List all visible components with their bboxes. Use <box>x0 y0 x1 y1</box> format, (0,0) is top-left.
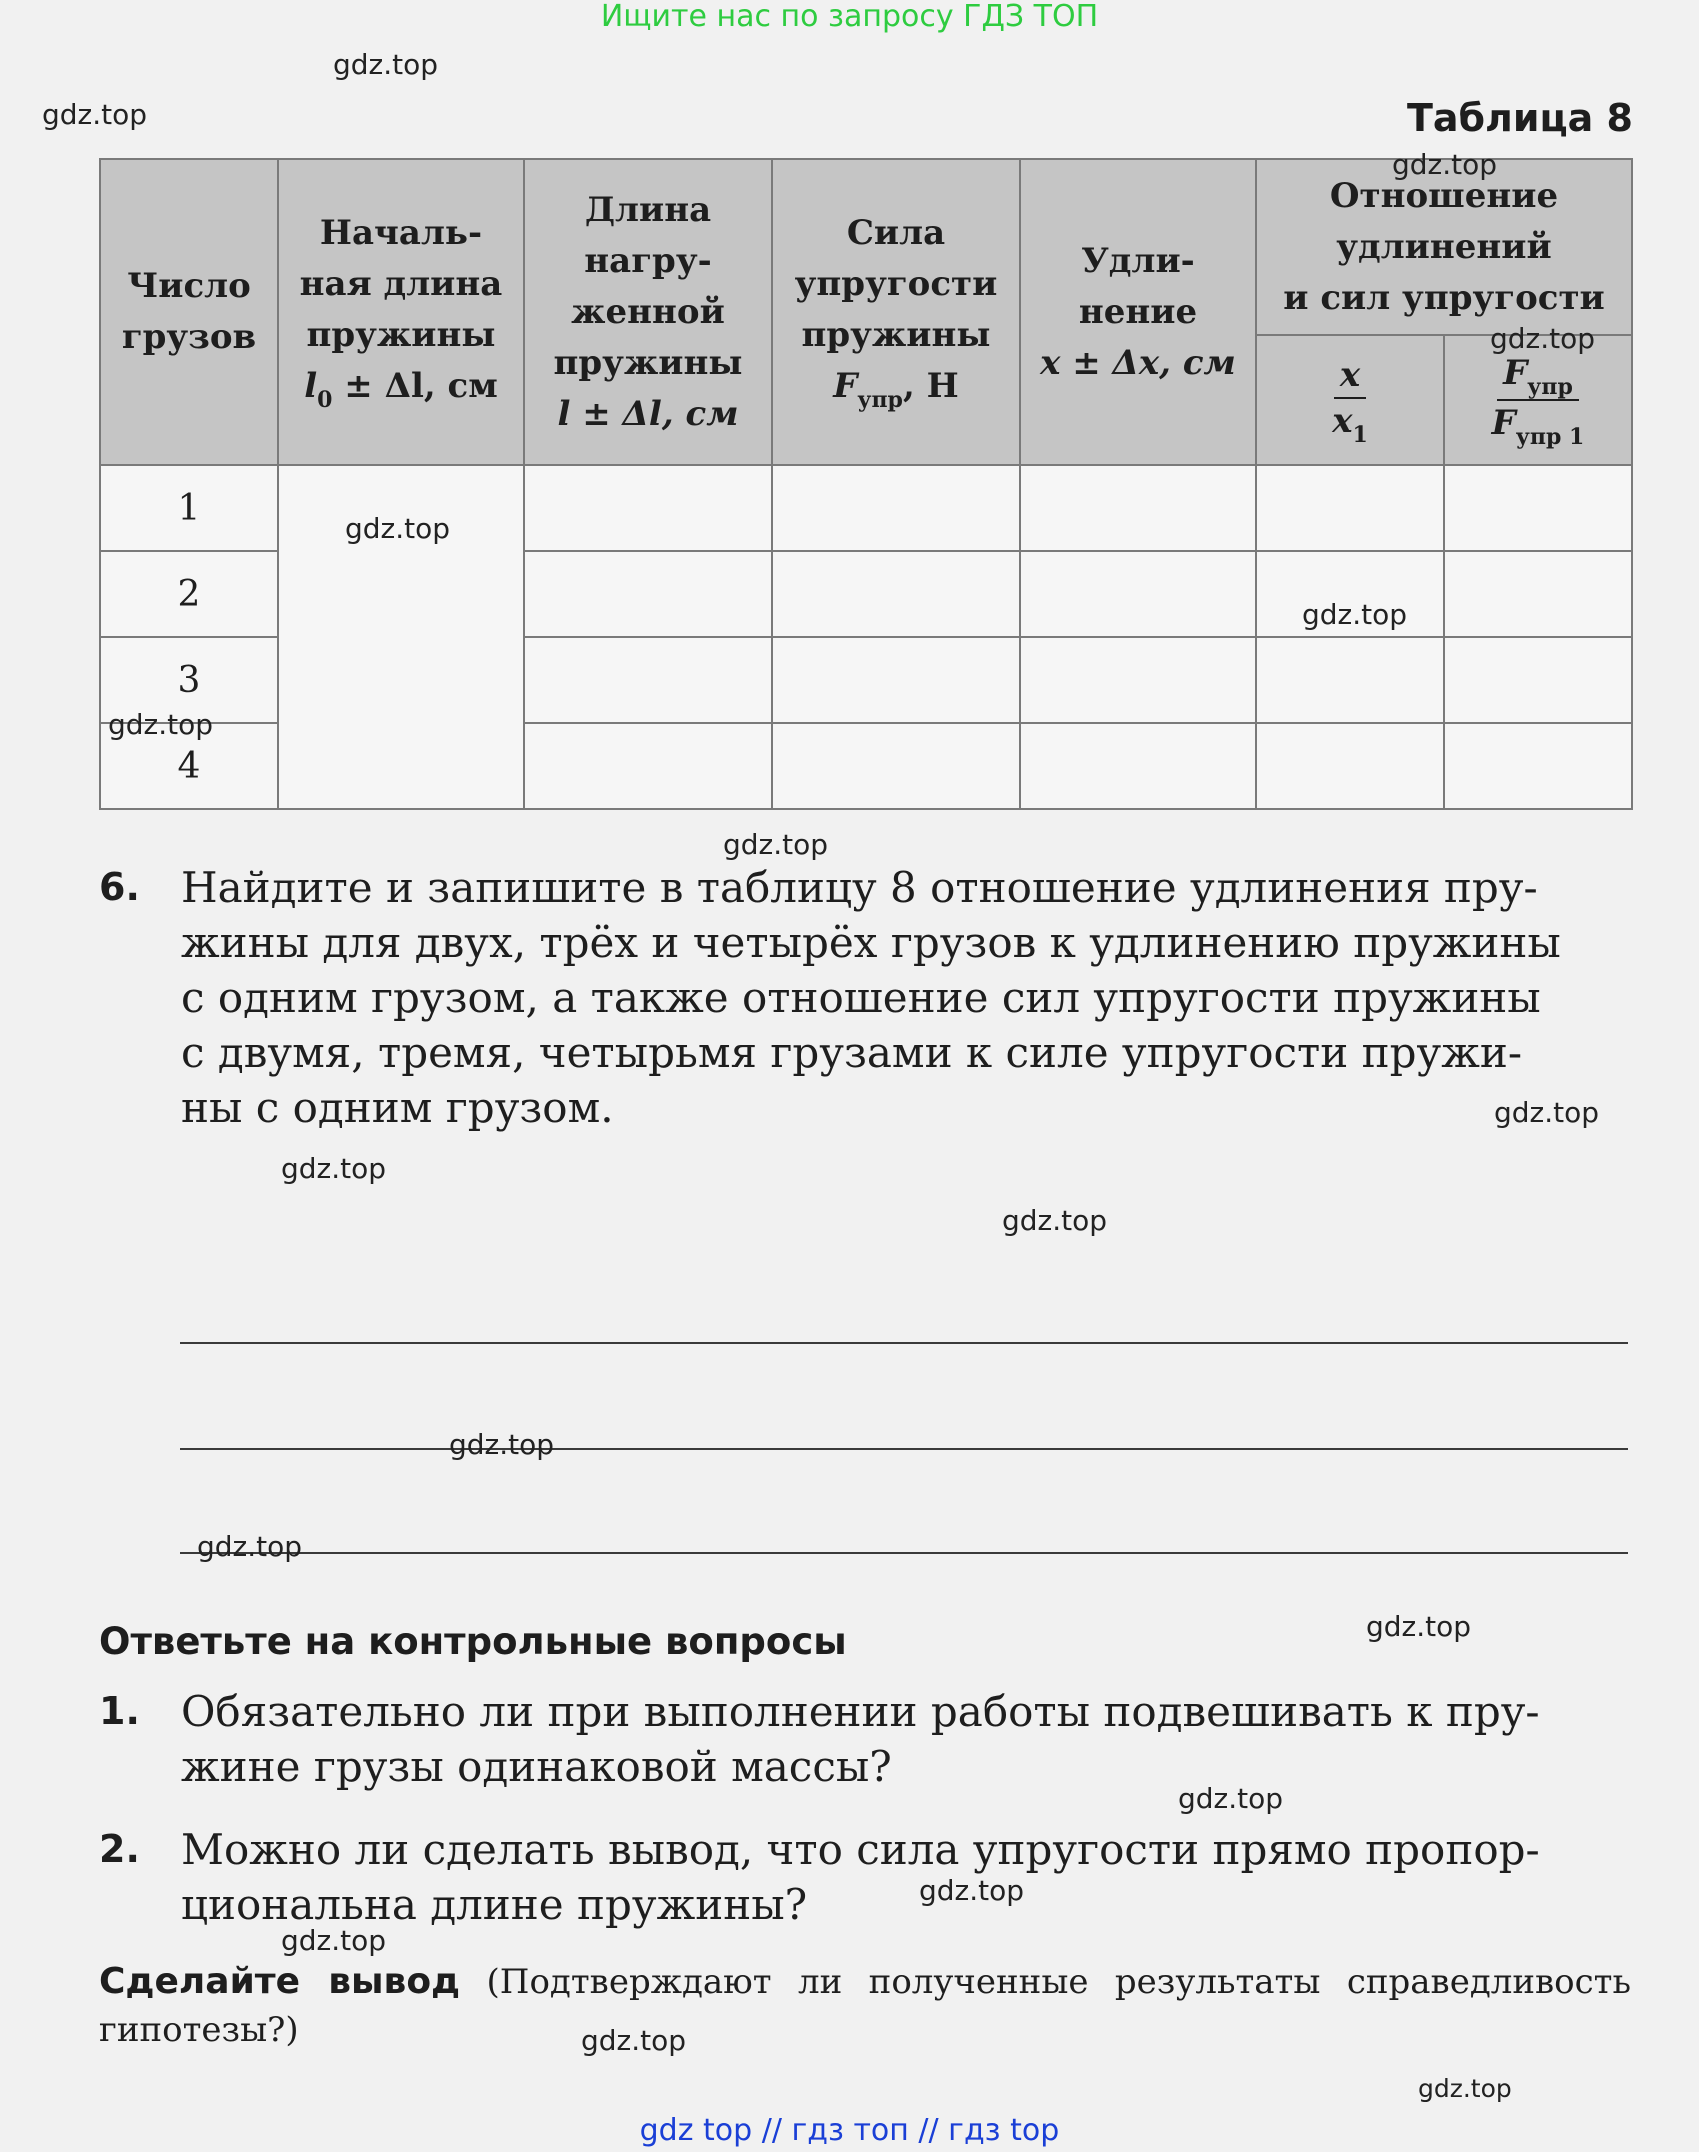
control-questions-heading: Ответьте на контрольные вопросы <box>99 1620 847 1663</box>
table-cell[interactable] <box>1444 637 1632 723</box>
conclusion-prompt: Сделайте вывод (Подтверждают ли полученные результаты справедливость гипотезы?) <box>99 1961 1631 2050</box>
watermark: gdz.top <box>723 828 829 861</box>
header-number-of-weights: Число грузов <box>100 159 278 465</box>
watermark: gdz.top <box>108 708 214 741</box>
task-number: 6. <box>99 865 140 909</box>
task-6: 6. Найдите и запишите в таблицу 8 отношение удлинения пру- жины для двух, трёх и четырёх грузов к удлинению пружины с одним грузом, а также отношение сил упругости пружины с двумя, тремя, четырьмя грузами к силе упругости пружи- ны с одним грузом. <box>99 860 1631 1135</box>
header-ratio: Отношение удлинений и сил упругости <box>1256 159 1632 335</box>
row-number: 3 <box>100 637 278 723</box>
answer-line[interactable] <box>180 1448 1628 1450</box>
header-loaded-length: Длина нагру- женной пружины l ± Δl, см <box>524 159 772 465</box>
answer-line[interactable] <box>180 1552 1628 1554</box>
table-cell[interactable] <box>1020 465 1256 551</box>
table-cell[interactable] <box>1256 637 1444 723</box>
table-cell[interactable] <box>1444 551 1632 637</box>
question-number: 1. <box>99 1689 140 1733</box>
table-cell[interactable] <box>772 637 1020 723</box>
watermark: gdz.top <box>281 1924 387 1957</box>
watermark: gdz.top <box>1302 598 1408 631</box>
table-cell[interactable] <box>772 465 1020 551</box>
watermark: gdz.top <box>197 1530 303 1563</box>
table-cell[interactable] <box>1256 723 1444 809</box>
answer-line[interactable] <box>180 1342 1628 1344</box>
table-cell[interactable] <box>524 465 772 551</box>
watermark: gdz.top <box>449 1428 555 1461</box>
table-cell[interactable] <box>524 551 772 637</box>
watermark: gdz.top <box>345 512 451 545</box>
question-1: 1. Обязательно ли при выполнении работы подвешивать к пру- жине грузы одинаковой массы? <box>99 1684 1631 1794</box>
table-cell[interactable] <box>1020 637 1256 723</box>
row-number: 1 <box>100 465 278 551</box>
watermark: gdz.top <box>1418 2074 1512 2103</box>
watermark: gdz.top <box>1366 1610 1472 1643</box>
table-caption: Таблица 8 <box>1406 96 1633 140</box>
table-cell[interactable] <box>1444 723 1632 809</box>
watermark: gdz.top <box>919 1874 1025 1907</box>
watermark: gdz.top <box>1490 322 1596 355</box>
bottom-banner[interactable]: gdz top // гдз топ // гдз top <box>639 2113 1060 2148</box>
watermark: gdz.top <box>281 1152 387 1185</box>
watermark: gdz.top <box>1494 1096 1600 1129</box>
question-2: 2. Можно ли сделать вывод, что сила упругости прямо пропор- циональна длине пружины? <box>99 1822 1631 1932</box>
header-elastic-force: Сила упругости пружины $F_{упр}$, Н <box>772 159 1020 465</box>
watermark: gdz.top <box>1002 1204 1108 1237</box>
watermark: gdz.top <box>1392 148 1498 181</box>
header-elongation: Удли- нение x ± Δx, см <box>1020 159 1256 465</box>
header-initial-length: Началь- ная длина пружины $l_0 \pm \Delta l$, см <box>278 159 524 465</box>
row-number: 2 <box>100 551 278 637</box>
row-number: 4 <box>100 723 278 809</box>
header-ratio-force: $\frac{F_{упр}}{F_{упр 1}}$ <box>1444 335 1632 465</box>
table-cell[interactable] <box>1020 551 1256 637</box>
table-cell[interactable] <box>772 551 1020 637</box>
table-cell[interactable] <box>524 637 772 723</box>
watermark: gdz.top <box>42 98 148 131</box>
question-number: 2. <box>99 1827 140 1871</box>
table-cell[interactable] <box>1256 465 1444 551</box>
watermark: gdz.top <box>581 2024 687 2057</box>
table-row <box>100 465 1632 551</box>
watermark: gdz.top <box>1178 1782 1284 1815</box>
table-cell[interactable] <box>772 723 1020 809</box>
watermark: gdz.top <box>333 48 439 81</box>
table-cell[interactable] <box>524 723 772 809</box>
table-cell[interactable] <box>1020 723 1256 809</box>
data-table <box>99 158 1633 810</box>
header-ratio-elongation: $\frac{x}{x_1}$ <box>1256 335 1444 465</box>
top-banner[interactable]: Ищите нас по запросу ГДЗ ТОП <box>600 0 1099 34</box>
table-cell[interactable] <box>1444 465 1632 551</box>
